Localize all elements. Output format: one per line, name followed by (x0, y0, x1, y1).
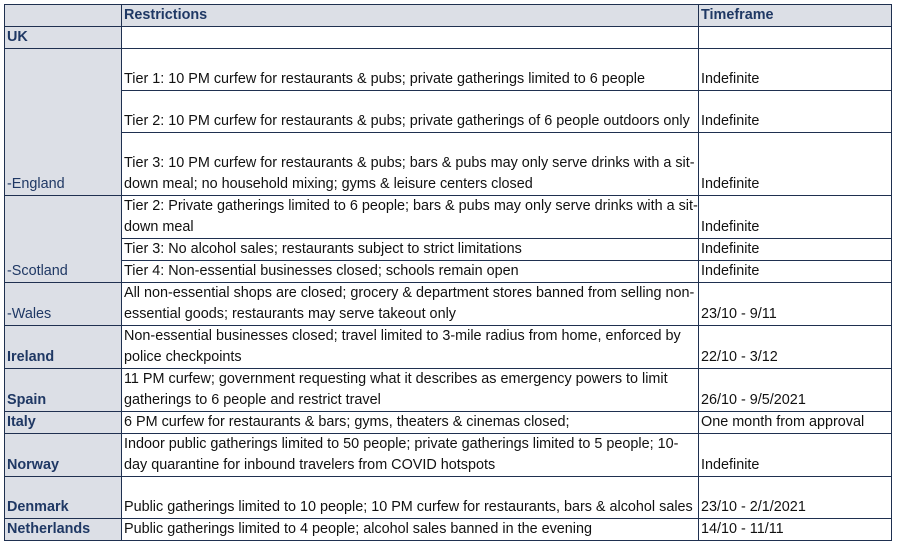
country-wales: -Wales (5, 283, 122, 326)
timeframe-cell: 23/10 - 2/1/2021 (699, 477, 892, 519)
table-row (5, 27, 892, 49)
restriction-cell: Public gatherings limited to 4 people; alcohol sales banned in the evening (122, 519, 699, 541)
timeframe-cell: Indefinite (699, 133, 892, 196)
table-row (5, 434, 892, 477)
timeframe-cell: 26/10 - 9/5/2021 (699, 369, 892, 412)
timeframe-cell: Indefinite (699, 261, 892, 283)
country-uk: UK (5, 27, 122, 49)
timeframe-cell: Indefinite (699, 239, 892, 261)
table-row (5, 133, 892, 196)
table-row (5, 261, 892, 283)
restrictions-table (4, 4, 892, 541)
restriction-cell: Non-essential businesses closed; travel limited to 3-mile radius from home, enforced by police checkpoints (122, 326, 699, 369)
country-scotland: -Scotland (5, 196, 122, 283)
table-row (5, 283, 892, 326)
restriction-cell: Tier 3: No alcohol sales; restaurants subject to strict limitations (122, 239, 699, 261)
table-row (5, 477, 892, 519)
table-row (5, 91, 892, 133)
timeframe-cell: Indefinite (699, 91, 892, 133)
timeframe-cell: 23/10 - 9/11 (699, 283, 892, 326)
timeframe-cell: Indefinite (699, 434, 892, 477)
table-row (5, 412, 892, 434)
country-spain: Spain (5, 369, 122, 412)
restriction-cell: Public gatherings limited to 10 people; 10 PM curfew for restaurants, bars & alcohol sales (122, 477, 699, 519)
table-row (5, 326, 892, 369)
restriction-cell: Tier 2: Private gatherings limited to 6 people; bars & pubs may only serve drinks with a sit-down meal (122, 196, 699, 239)
country-norway: Norway (5, 434, 122, 477)
timeframe-cell: Indefinite (699, 196, 892, 239)
timeframe-cell: One month from approval (699, 412, 892, 434)
country-ireland: Ireland (5, 326, 122, 369)
table-row (5, 49, 892, 91)
restriction-cell: Tier 1: 10 PM curfew for restaurants & pubs; private gatherings limited to 6 people (122, 49, 699, 91)
restriction-cell: All non-essential shops are closed; grocery & department stores banned from selling non-essential goods; restaurants may serve takeout only (122, 283, 699, 326)
timeframe-cell: 14/10 - 11/11 (699, 519, 892, 541)
country-italy: Italy (5, 412, 122, 434)
restriction-cell: 6 PM curfew for restaurants & bars; gyms, theaters & cinemas closed; (122, 412, 699, 434)
header-restrictions: Restrictions (122, 5, 699, 27)
timeframe-cell: Indefinite (699, 49, 892, 91)
header-country (5, 5, 122, 27)
timeframe-cell: 22/10 - 3/12 (699, 326, 892, 369)
restriction-cell: Tier 4: Non-essential businesses closed; schools remain open (122, 261, 699, 283)
country-netherlands: Netherlands (5, 519, 122, 541)
table-row (5, 519, 892, 541)
restriction-cell: Indoor public gatherings limited to 50 people; private gatherings limited to 5 people; 10-day quarantine for inbound travelers from COVID hotspots (122, 434, 699, 477)
table-row (5, 239, 892, 261)
restriction-cell: Tier 3: 10 PM curfew for restaurants & pubs; bars & pubs may only serve drinks with a sit-down meal; no household mixing; gyms & leisure centers closed (122, 133, 699, 196)
table-row (5, 196, 892, 239)
table-row (5, 369, 892, 412)
country-england: -England (5, 49, 122, 196)
country-denmark: Denmark (5, 477, 122, 519)
restriction-cell: Tier 2: 10 PM curfew for restaurants & pubs; private gatherings of 6 people outdoors only (122, 91, 699, 133)
restriction-cell: 11 PM curfew; government requesting what it describes as emergency powers to limit gatherings to 6 people and restrict travel (122, 369, 699, 412)
header-row (5, 5, 892, 27)
header-timeframe: Timeframe (699, 5, 892, 27)
